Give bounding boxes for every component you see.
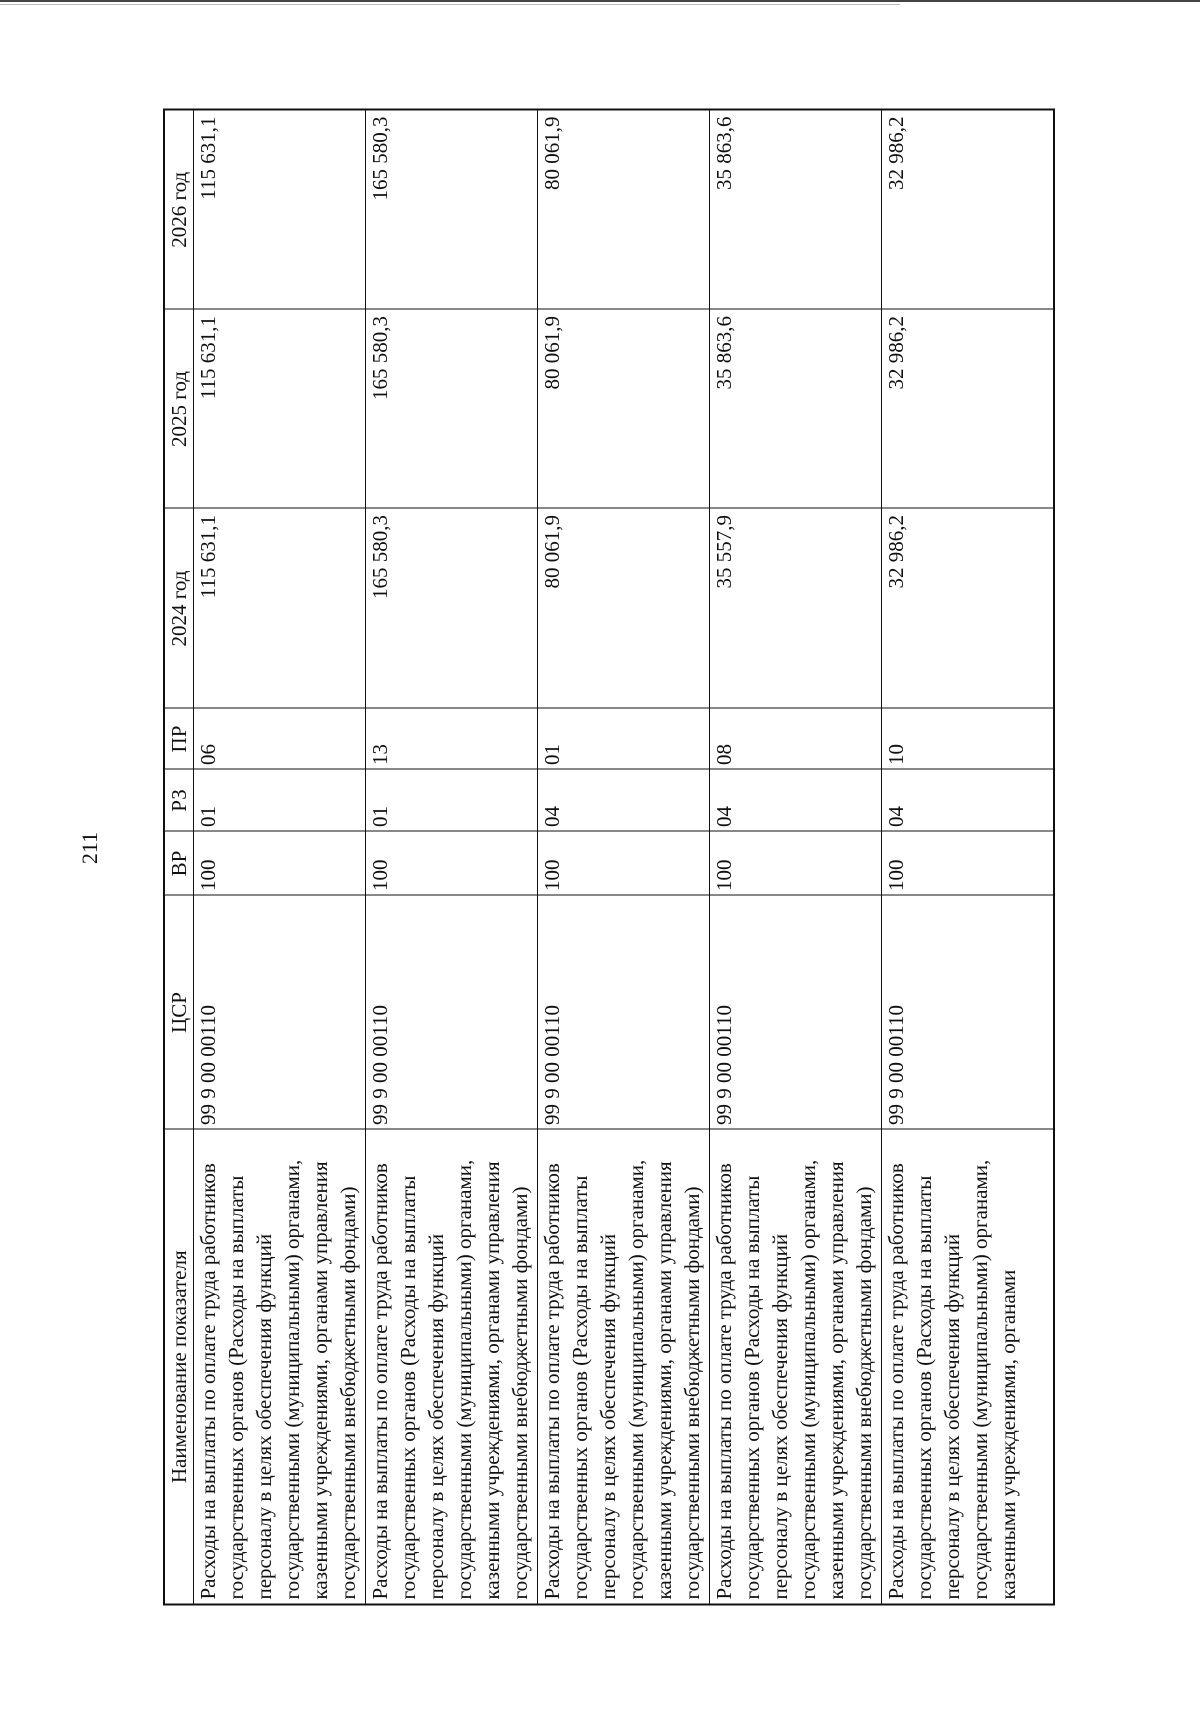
table-row — [882, 110, 1054, 1605]
cell-name: Расходы на выплаты по оплате труда работников государственных органов (Расходы на выплаты персоналу в целях обеспечения функций государственными (муниципальными) органами, казенными учреждениями, органами — [882, 1130, 1054, 1605]
budget-table — [163, 109, 1055, 1606]
table-row — [710, 110, 882, 1605]
cell-pr: 08 — [710, 709, 882, 770]
scan-top-edge — [0, 0, 1200, 2]
cell-pr: 06 — [194, 709, 366, 770]
cell-2024: 80 061,9 — [538, 509, 710, 709]
cell-csr: 99 9 00 00110 — [538, 896, 710, 1130]
header-rz: РЗ — [164, 770, 194, 832]
cell-2025: 80 061,9 — [538, 310, 710, 509]
cell-name: Расходы на выплаты по оплате труда работников государственных органов (Расходы на выплаты персоналу в целях обеспечения функций государственными (муниципальными) органами, казенными учреждениями, органами управления государственными внебюджетными фондами) — [710, 1130, 882, 1605]
cell-csr: 99 9 00 00110 — [194, 896, 366, 1130]
cell-csr: 99 9 00 00110 — [366, 896, 538, 1130]
header-vr: ВР — [164, 832, 194, 896]
header-csr: ЦСР — [164, 896, 194, 1130]
cell-2024: 32 986,2 — [882, 509, 1054, 709]
cell-2026: 115 631,1 — [194, 110, 366, 310]
budget-table-container — [163, 111, 1053, 1606]
cell-2025: 115 631,1 — [194, 310, 366, 509]
cell-pr: 01 — [538, 709, 710, 770]
cell-2025: 35 863,6 — [710, 310, 882, 509]
header-2026: 2026 год — [164, 110, 194, 310]
cell-pr: 10 — [882, 709, 1054, 770]
cell-rz: 01 — [366, 770, 538, 832]
cell-rz: 04 — [882, 770, 1054, 832]
cell-name: Расходы на выплаты по оплате труда работников государственных органов (Расходы на выплаты персоналу в целях обеспечения функций государственными (муниципальными) органами, казенными учреждениями, органами управления государственными внебюджетными фондами) — [366, 1130, 538, 1605]
scan-top-edge-faint — [0, 4, 900, 5]
header-name: Наименование показателя — [164, 1130, 194, 1605]
cell-2024: 115 631,1 — [194, 509, 366, 709]
cell-rz: 04 — [538, 770, 710, 832]
cell-vr: 100 — [710, 832, 882, 896]
cell-2024: 35 557,9 — [710, 509, 882, 709]
cell-csr: 99 9 00 00110 — [710, 896, 882, 1130]
cell-name: Расходы на выплаты по оплате труда работников государственных органов (Расходы на выплаты персоналу в целях обеспечения функций государственными (муниципальными) органами, казенными учреждениями, органами управления государственными внебюджетными фондами) — [538, 1130, 710, 1605]
cell-2025: 32 986,2 — [882, 310, 1054, 509]
table-row — [538, 110, 710, 1605]
cell-vr: 100 — [882, 832, 1054, 896]
cell-vr: 100 — [194, 832, 366, 896]
cell-name: Расходы на выплаты по оплате труда работников государственных органов (Расходы на выплаты персоналу в целях обеспечения функций государственными (муниципальными) органами, казенными учреждениями, органами управления государственными внебюджетными фондами) — [194, 1130, 366, 1605]
cell-2024: 165 580,3 — [366, 509, 538, 709]
header-pr: ПР — [164, 709, 194, 770]
cell-2025: 165 580,3 — [366, 310, 538, 509]
header-2024: 2024 год — [164, 509, 194, 709]
cell-2026: 80 061,9 — [538, 110, 710, 310]
cell-rz: 04 — [710, 770, 882, 832]
table-row — [194, 110, 366, 1605]
cell-vr: 100 — [538, 832, 710, 896]
cell-2026: 35 863,6 — [710, 110, 882, 310]
header-2025: 2025 год — [164, 310, 194, 509]
cell-csr: 99 9 00 00110 — [882, 896, 1054, 1130]
cell-vr: 100 — [366, 832, 538, 896]
cell-pr: 13 — [366, 709, 538, 770]
cell-2026: 165 580,3 — [366, 110, 538, 310]
table-row — [366, 110, 538, 1605]
cell-rz: 01 — [194, 770, 366, 832]
header-row — [164, 110, 194, 1605]
page-number: 211 — [77, 831, 102, 865]
cell-2026: 32 986,2 — [882, 110, 1054, 310]
